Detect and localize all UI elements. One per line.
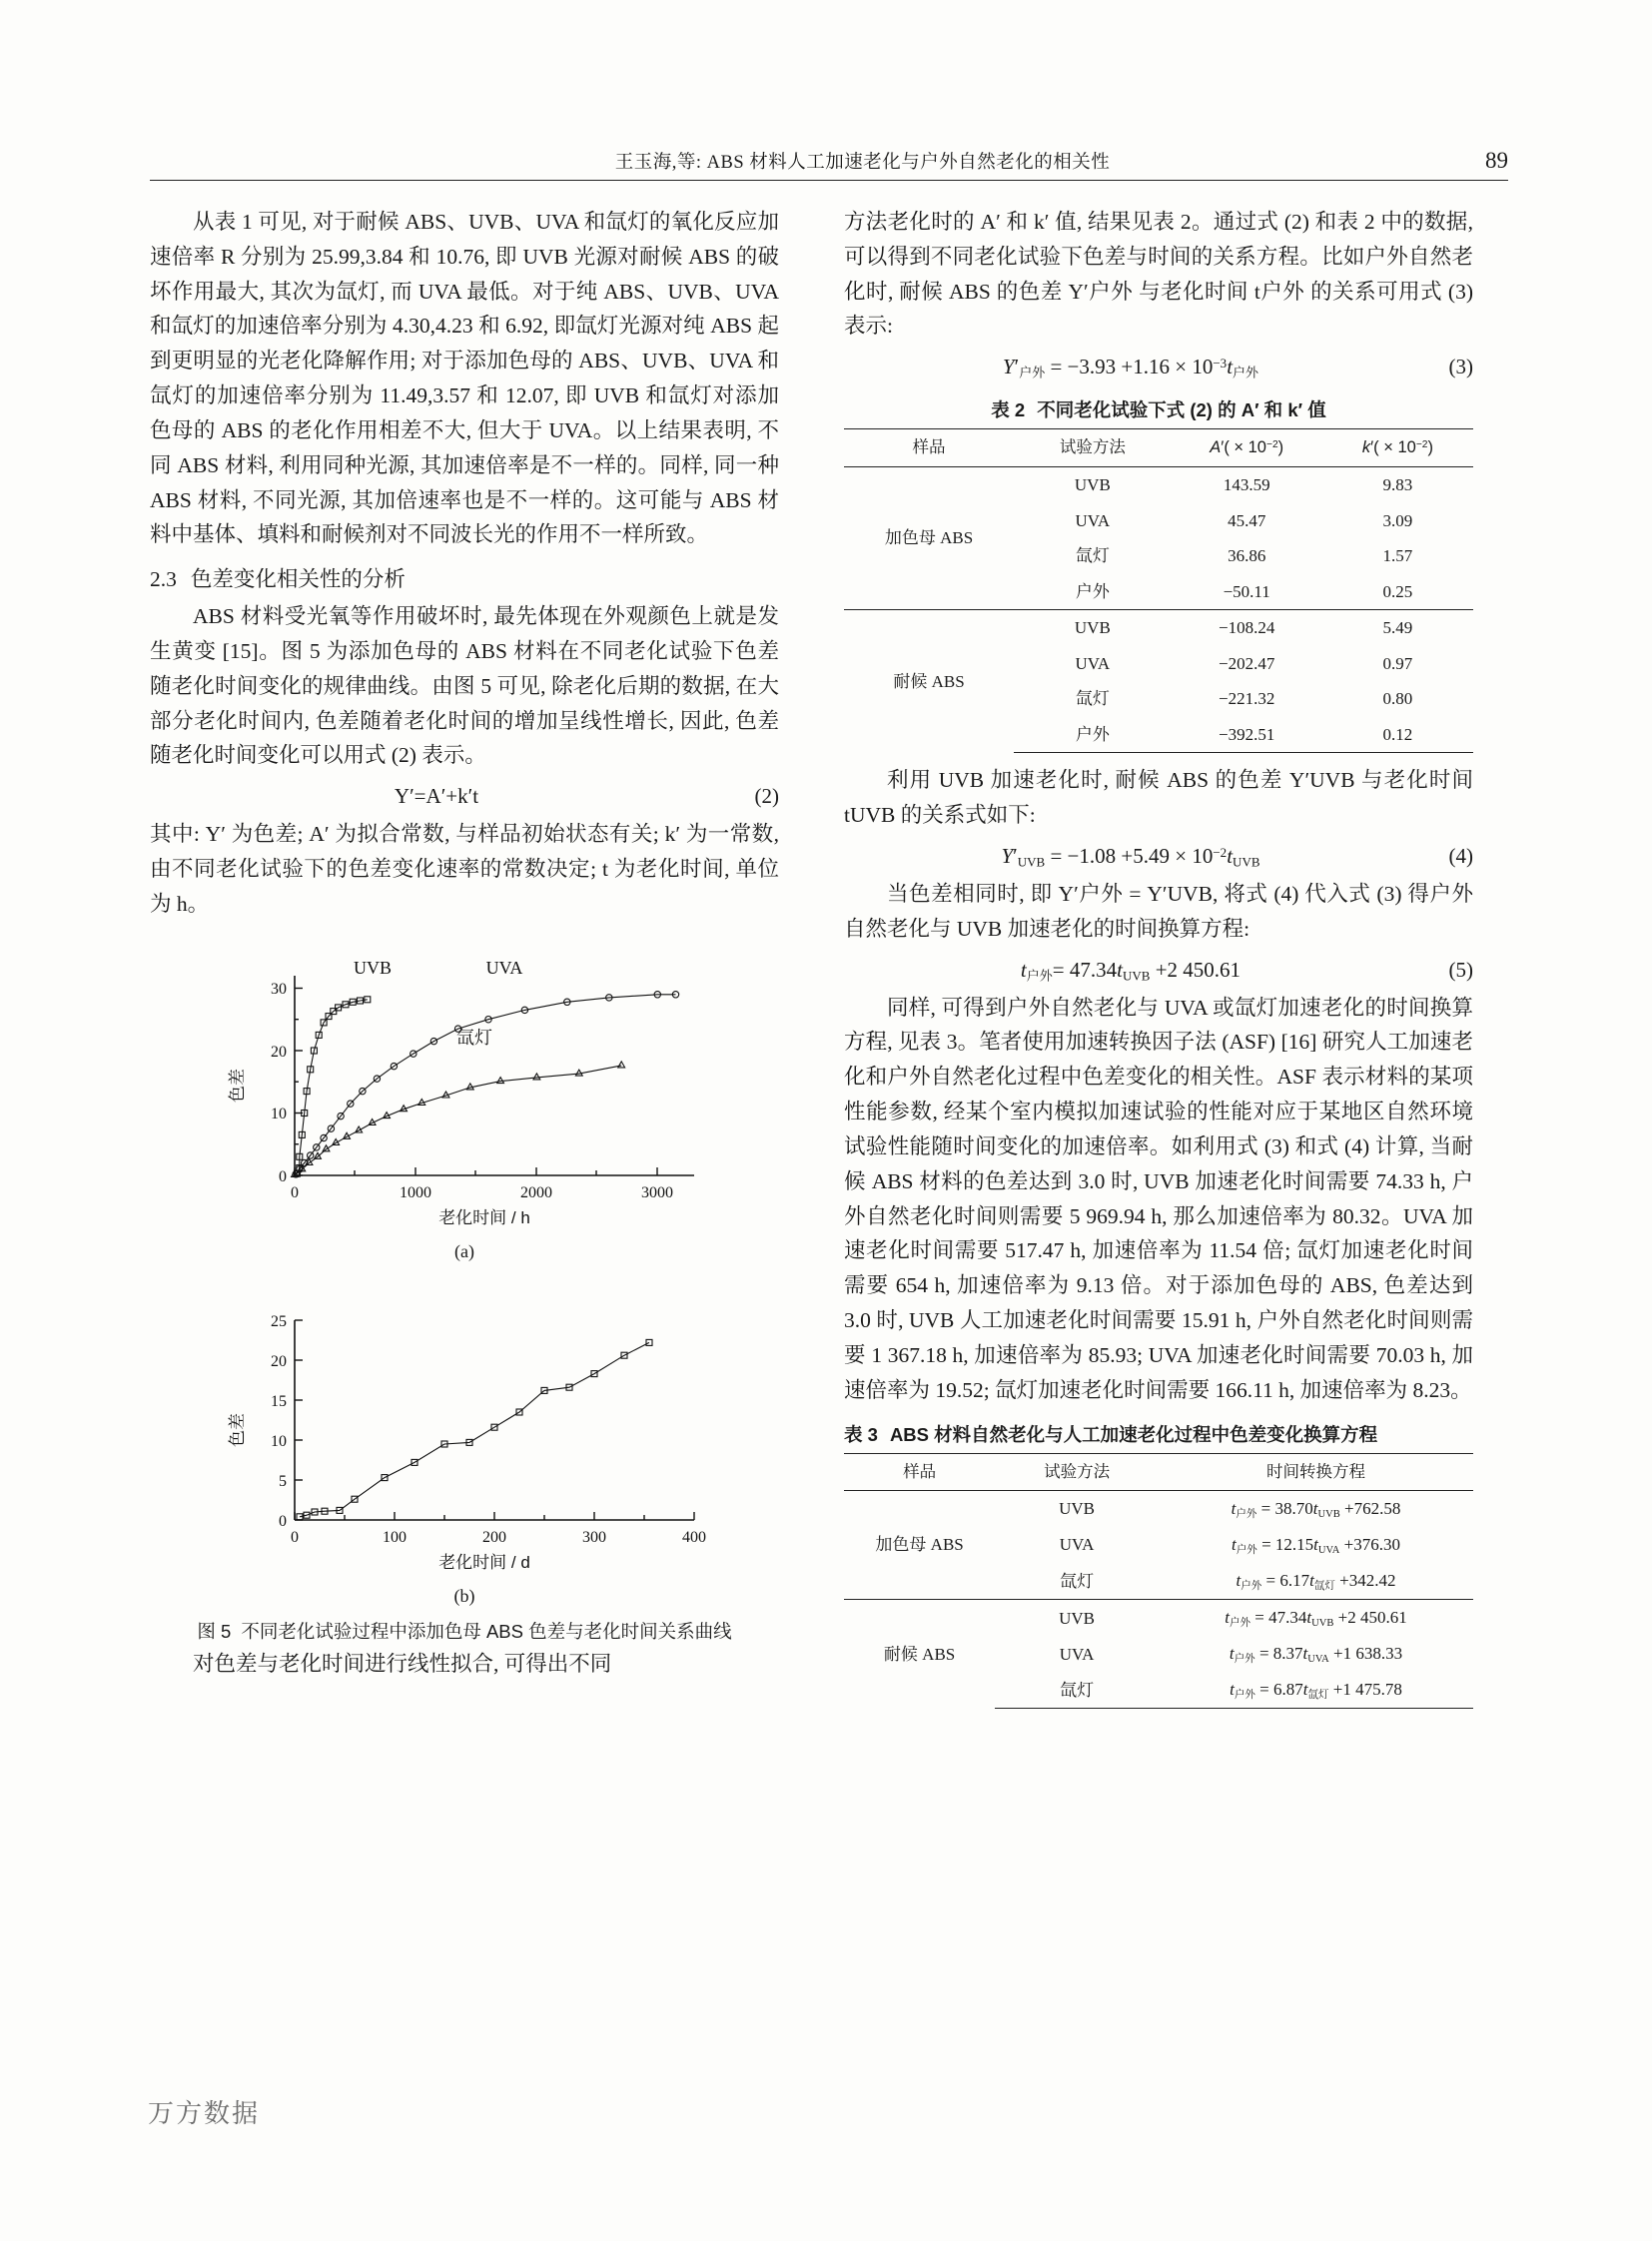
- svg-text:老化时间 / d: 老化时间 / d: [438, 1552, 530, 1572]
- left-column: [150, 205, 779, 1682]
- section-title: 色差变化相关性的分析: [190, 567, 406, 592]
- table-2: [844, 428, 1473, 753]
- svg-text:色差: 色差: [228, 1068, 247, 1103]
- table-2-cell-k: 0.80: [1382, 689, 1413, 709]
- table-2-col-k: $k'( \times 10^{-2})$: [1322, 429, 1473, 467]
- table-row: [844, 1600, 1473, 1637]
- equation-5: [844, 953, 1473, 987]
- section-heading-2-3: [150, 562, 779, 597]
- svg-text:UVB: UVB: [353, 957, 393, 978]
- table-3-group-1-sample: 加色母 ABS: [844, 1491, 995, 1600]
- table-2-cell-a: 143.59: [1172, 467, 1322, 503]
- figure-5a: [150, 936, 779, 1266]
- table-3-cell-method: UVA: [1059, 1535, 1095, 1555]
- table-2-cell-a: −202.47: [1219, 653, 1275, 673]
- table-3-caption: [844, 1420, 1473, 1450]
- table-row: [844, 610, 1473, 646]
- table-2-cell-method: UVB: [1014, 467, 1172, 503]
- right-column: [844, 205, 1473, 1709]
- table-3-label: 表 3: [844, 1423, 878, 1445]
- table-3-cell-method: UVB: [995, 1600, 1159, 1637]
- table-3: [844, 1453, 1473, 1710]
- table-3-cell-equation: $t_{户外} = 47.34t_{UVB} +2$ 450.61: [1159, 1600, 1473, 1637]
- table-2-cell-a: 45.47: [1228, 510, 1266, 530]
- svg-text:0: 0: [291, 1528, 299, 1546]
- paragraph-right-2: 利用 UVB 加速老化时, 耐候 ABS 的色差 Y′UVB 与老化时间 tUVB 的关系式如下:: [844, 768, 1473, 828]
- table-2-cell-method: 氙灯: [1075, 689, 1110, 709]
- svg-text:20: 20: [271, 1352, 287, 1370]
- table-3-cell-equation: $t_{户外} = 38.70t_{UVB} +762.58$: [1159, 1491, 1473, 1528]
- table-2-cell-k: 5.49: [1322, 610, 1473, 646]
- table-2-cell-k: 0.25: [1382, 581, 1413, 601]
- table-2-cell-a: −50.11: [1223, 581, 1270, 601]
- equation-4-body: $Y'_{UVB} = -1.08 +5.49 \times 10^{-2}t_{UVB}$: [1001, 843, 1260, 870]
- table-2-col-a: $A'( \times 10^{-2})$: [1172, 429, 1322, 467]
- table-2-cell-k: 3.09: [1382, 510, 1413, 530]
- paragraph-right-4: 同样, 可得到户外自然老化与 UVA 或氙灯加速老化的时间换算方程, 见表 3。笔者使用加速转换因子法 (ASF) [16] 研究人工加速老化和户外自然老化过程中色差变化的相关性。ASF 表示材料的某项性能参数, 经某个室内模拟加速试验的性能对应于某地区自然环境试验性能随时间变化的加速倍率。如利用式 (3) 和式 (4) 计算, 当耐候 ABS 材料的色差达到 3.0 时, UVB 加速老化时间需要 74.33 h, 户外自然老化时间则需要 5 969.94 h, 那么加速倍率为 80.32。UVA 加速老化时间需要 517.47 h, 加速倍率为 11.54 倍; 氙灯加速老化时间需要 654 h, 加速倍率为 9.13 倍。对于添加色母的 ABS, 色差达到 3.0 时, UVB 人工加速老化时间需要 15.91 h, 户外自然老化时间则需要 1 367.18 h, 加速倍率为 85.93; UVA 加速老化时间需要 70.03 h, 加速倍率为 19.52; 氙灯加速老化时间需要 166.11 h, 加速倍率为 8.23。: [844, 995, 1473, 1402]
- equation-2: [150, 779, 779, 813]
- table-3-col-sample: 样品: [844, 1453, 995, 1491]
- table-2-label: 表 2: [991, 399, 1026, 421]
- table-row: [844, 467, 1473, 503]
- svg-text:老化时间 / h: 老化时间 / h: [438, 1207, 530, 1227]
- table-2-cell-a: −108.24: [1172, 610, 1322, 646]
- table-2-group-2-sample: 耐候 ABS: [844, 610, 1014, 753]
- figure-5-label: 图 5: [197, 1621, 232, 1643]
- table-2-cell-method: UVB: [1014, 610, 1172, 646]
- equation-2-body: Y′=A′+k′t: [394, 784, 479, 809]
- equation-5-body: $t_{户外}= 47.34t_{UVB} +2$ 450.61: [1020, 957, 1241, 984]
- table-2-col-method: 试验方法: [1014, 429, 1172, 467]
- paragraph-left-3: 其中: Y′ 为色差; A′ 为拟合常数, 与样品初始状态有关; k′ 为一常数, 由不同老化试验下的色差变化速率的常数决定; t 为老化时间, 单位为 h。: [150, 822, 779, 916]
- table-2-cell-method: 氙灯: [1075, 546, 1110, 566]
- table-2-cell-method: 户外: [1014, 717, 1172, 753]
- figure-5b: [150, 1280, 779, 1611]
- table-3-cell-method: UVB: [995, 1491, 1159, 1528]
- svg-text:200: 200: [482, 1528, 506, 1546]
- table-2-cell-a: 36.86: [1228, 546, 1266, 566]
- table-row: [844, 1491, 1473, 1528]
- equation-4-tag: (4): [1448, 843, 1473, 868]
- equation-2-tag: (2): [754, 784, 779, 809]
- svg-text:10: 10: [271, 1105, 287, 1122]
- svg-text:3000: 3000: [641, 1183, 673, 1201]
- watermark: 万方数据: [148, 2098, 261, 2128]
- table-2-cell-k: 0.97: [1382, 653, 1413, 673]
- svg-text:25: 25: [271, 1312, 287, 1330]
- svg-text:100: 100: [383, 1528, 407, 1546]
- paragraph-left-1: 从表 1 可见, 对于耐候 ABS、UVB、UVA 和氙灯的氧化反应加速倍率 R 分别为 25.99,3.84 和 10.76, 即 UVB 光源对耐候 ABS 的破坏作用最大, 其次为氙灯, 而 UVA 最低。对于纯 ABS、UVB、UVA 和氙灯的加速倍率分别为 4.30,4.23 和 6.92, 即氙灯光源对纯 ABS 起到更明显的光老化降解作用; 对于添加色母的 ABS、UVB、UVA 和氙灯的加速倍率分别为 11.49,3.57 和 12.07, 即 UVB 和氙灯对添加色母的 ABS 的老化作用相差不大, 但大于 UVA。以上结果表明, 不同 ABS 材料, 利用同种光源, 其加速倍率是不一样的。同样, 同一种 ABS 材料, 不同光源, 其加倍速率也是不一样的。这可能与 ABS 材料中基体、填料和耐候剂对不同波长光的作用不一样所致。: [150, 210, 779, 547]
- table-3-col-equation: 时间转换方程: [1159, 1453, 1473, 1491]
- table-3-cell-equation: $t_{户外} = 6.87t_{氙灯} +1$ 475.78: [1159, 1672, 1473, 1709]
- svg-text:5: 5: [279, 1472, 287, 1490]
- figure-5-caption-text: 不同老化试验过程中添加色母 ABS 色差与老化时间关系曲线: [241, 1621, 732, 1643]
- figure-5-caption: [150, 1617, 779, 1647]
- table-3-col-method: 试验方法: [995, 1453, 1159, 1491]
- svg-text:色差: 色差: [228, 1412, 247, 1447]
- svg-text:0: 0: [279, 1512, 287, 1530]
- svg-text:0: 0: [279, 1167, 287, 1185]
- running-title: 王玉海,等: ABS 材料人工加速老化与户外自然老化的相关性: [614, 153, 1111, 173]
- figure-5b-plot: [185, 1280, 744, 1580]
- svg-text:20: 20: [271, 1043, 287, 1061]
- svg-text:10: 10: [271, 1432, 287, 1450]
- table-2-cell-method: 户外: [1075, 581, 1110, 601]
- table-2-caption: [844, 395, 1473, 425]
- paragraph-right-1: 方法老化时的 A′ 和 k′ 值, 结果见表 2。通过式 (2) 和表 2 中的数据, 可以得到不同老化试验下色差与时间的关系方程。比如户外自然老化时, 耐候 ABS 的色差 Y′户外 与老化时间 t户外 的关系可用式 (3) 表示:: [844, 210, 1473, 339]
- svg-text:2000: 2000: [520, 1183, 552, 1201]
- table-2-cell-method: UVA: [1075, 510, 1111, 530]
- figure-5b-subcaption: (b): [453, 1585, 475, 1606]
- page-header: [150, 148, 1508, 181]
- table-3-cell-method: 氙灯: [1060, 1571, 1095, 1591]
- page-number: 89: [1485, 148, 1508, 173]
- table-3-cell-equation: $t_{户外} = 12.15t_{UVA} +376.30$: [1232, 1535, 1400, 1557]
- section-number: 2.3: [150, 567, 177, 592]
- paragraph-left-4: 对色差与老化时间进行线性拟合, 可得出不同: [193, 1652, 612, 1677]
- table-2-cell-a: −392.51: [1172, 717, 1322, 753]
- table-3-caption-text: ABS 材料自然老化与人工加速老化过程中色差变化换算方程: [889, 1423, 1378, 1445]
- equation-5-tag: (5): [1448, 957, 1473, 982]
- table-2-cell-k: 9.83: [1322, 467, 1473, 503]
- figure-5a-subcaption: (a): [454, 1240, 474, 1261]
- svg-text:氙灯: 氙灯: [456, 1027, 492, 1048]
- table-2-col-sample: 样品: [844, 429, 1014, 467]
- svg-text:1000: 1000: [400, 1183, 431, 1201]
- table-2-cell-k: 0.12: [1322, 717, 1473, 753]
- paragraph-right-3: 当色差相同时, 即 Y′户外 = Y′UVB, 将式 (4) 代入式 (3) 得户外自然老化与 UVB 加速老化的时间换算方程:: [844, 881, 1473, 941]
- equation-3-body: $Y'_{户外} = -3.93 +1.16 \times 10^{-3}t_{户外}$: [1002, 355, 1259, 380]
- equation-3-tag: (3): [1448, 355, 1473, 379]
- table-3-cell-method: 氙灯: [995, 1672, 1159, 1709]
- table-2-cell-k: 1.57: [1382, 546, 1413, 566]
- table-2-caption-text: 不同老化试验下式 (2) 的 A′ 和 k′ 值: [1037, 399, 1326, 421]
- svg-text:0: 0: [291, 1183, 299, 1201]
- svg-text:15: 15: [271, 1392, 287, 1410]
- equation-4: [844, 839, 1473, 873]
- table-3-cell-equation: $t_{户外} = 8.37t_{UVA} +1$ 638.33: [1229, 1644, 1403, 1666]
- svg-text:300: 300: [582, 1528, 606, 1546]
- table-3-cell-equation: $t_{户外} = 6.17t_{氙灯} +342.42$: [1236, 1571, 1396, 1593]
- table-2-cell-method: UVA: [1075, 653, 1111, 673]
- equation-3: [844, 350, 1473, 383]
- figure-5a-plot: [185, 936, 744, 1235]
- table-2-group-1-sample: 加色母 ABS: [844, 467, 1014, 610]
- table-3-group-2-sample: 耐候 ABS: [844, 1600, 995, 1709]
- svg-text:UVA: UVA: [485, 957, 523, 978]
- svg-text:400: 400: [682, 1528, 706, 1546]
- paragraph-left-2: ABS 材料受光氧等作用破坏时, 最先体现在外观颜色上就是发生黄变 [15]。图 5 为添加色母的 ABS 材料在不同老化试验下色差随老化时间变化的规律曲线。由图 5 可见, 除老化后期的数据, 在大部分老化时间内, 色差随着老化时间的增加呈线性增长, 因此, 色差随老化时间变化可以用式 (2) 表示。: [150, 604, 779, 768]
- svg-text:30: 30: [271, 980, 287, 998]
- table-3-cell-method: UVA: [1059, 1644, 1095, 1664]
- table-2-cell-a: −221.32: [1219, 689, 1275, 709]
